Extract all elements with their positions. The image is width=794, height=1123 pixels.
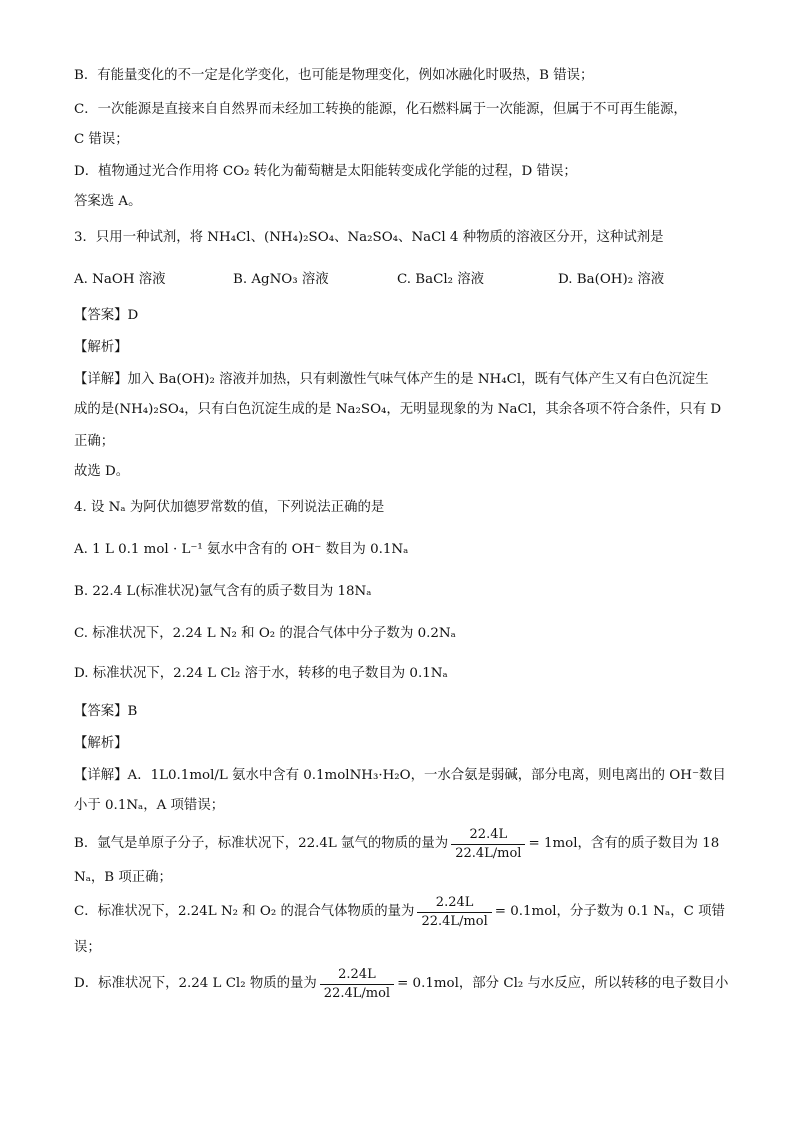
- fraction-denominator: 22.4L/mol: [451, 844, 525, 862]
- q4-analysis-title: 【解析】: [74, 736, 128, 751]
- q3-stem: 3．只用一种试剂，将 NH₄Cl、(NH₄)₂SO₄、Na₂SO₄、NaCl 4 种物质的溶液区分开，这种试剂是: [74, 230, 664, 245]
- q4-option-b: B. 22.4 L(标准状况)氩气含有的质子数目为 18Nₐ: [74, 584, 372, 599]
- q4-detail-b-line2: Nₐ，B 项正确；: [74, 870, 172, 885]
- q4-detail-d-text: D．标准状况下，2.24 L Cl₂ 物质的量为: [74, 976, 317, 991]
- q4-detail-c-text: C．标准状况下，2.24L N₂ 和 O₂ 的混合气体物质的量为: [74, 904, 415, 919]
- fraction-numerator: 22.4L: [469, 826, 508, 842]
- q4-answer: 【答案】B: [74, 704, 138, 719]
- q2-option-d-explanation: D．植物通过光合作用将 CO₂ 转化为葡萄糖是太阳能转变成化学能的过程，D 错误；: [74, 164, 577, 179]
- q4-detail-c-line2: 误；: [74, 940, 101, 955]
- fraction-numerator: 2.24L: [338, 966, 376, 982]
- q3-conclusion: 故选 D。: [74, 464, 130, 479]
- q4-detail-c-line1: [74, 894, 725, 931]
- q2-option-c-explanation: C．一次能源是直接来自自然界而未经加工转换的能源，化石燃料属于一次能源，但属于不可再生能源，: [74, 102, 687, 117]
- q3-detail-line3: 正确；: [74, 434, 115, 449]
- q4-option-c: C. 标准状况下，2.24 L N₂ 和 O₂ 的混合气体中分子数为 0.2Nₐ: [74, 626, 456, 641]
- q4-detail-c-fraction: [417, 895, 491, 930]
- fraction-numerator: 2.24L: [435, 894, 474, 910]
- q2-option-c-explanation-cont: C 错误；: [74, 132, 129, 147]
- q3-option-c: C. BaCl₂ 溶液: [397, 272, 485, 287]
- q4-detail-c-result: = 0.1mol，分子数为 0.1 Nₐ，C 项错: [494, 904, 725, 919]
- fraction-denominator: 22.4L/mol: [417, 912, 491, 930]
- q3-option-a: A. NaOH 溶液: [74, 272, 166, 287]
- q3-analysis-title: 【解析】: [74, 340, 128, 355]
- q4-detail-d-result: = 0.1mol，部分 Cl₂ 与水反应，所以转移的电子数目小: [397, 976, 729, 991]
- fraction-denominator: 22.4L/mol: [320, 984, 394, 1002]
- q4-detail-b-line1: [74, 826, 719, 863]
- q2-option-b-explanation: B．有能量变化的不一定是化学变化，也可能是物理变化，例如冰融化时吸热，B 错误；: [74, 68, 594, 83]
- q4-detail-a-line2: 小于 0.1Nₐ，A 项错误；: [74, 798, 225, 813]
- q4-detail-b-result: = 1mol，含有的质子数目为 18: [528, 836, 720, 851]
- q3-detail-line2: 成的是(NH₄)₂SO₄，只有白色沉淀生成的是 Na₂SO₄，无明显现象的为 NaCl，其余各项不符合条件，只有 D: [74, 402, 722, 417]
- q3-option-b: B. AgNO₃ 溶液: [233, 272, 329, 287]
- q4-detail-d-line1: [74, 966, 728, 1003]
- q4-option-d: D. 标准状况下，2.24 L Cl₂ 溶于水，转移的电子数目为 0.1Nₐ: [74, 666, 448, 681]
- q4-option-a: A. 1 L 0.1 mol · L⁻¹ 氨水中含有的 OH⁻ 数目为 0.1Nₐ: [74, 542, 409, 557]
- q3-detail-line1: 【详解】加入 Ba(OH)₂ 溶液并加热，只有刺激性气味气体产生的是 NH₄Cl，既有气体产生又有白色沉淀生: [74, 372, 709, 387]
- q2-answer: 答案选 A。: [74, 194, 142, 209]
- q3-answer: 【答案】D: [74, 308, 139, 323]
- q4-stem: 4. 设 Nₐ 为阿伏加德罗常数的值，下列说法正确的是: [74, 500, 385, 515]
- q4-detail-b-fraction: [451, 827, 525, 862]
- q4-detail-d-fraction: [320, 967, 394, 1002]
- q4-detail-b-text: B．氩气是单原子分子，标准状况下，22.4L 氩气的物质的量为: [74, 836, 449, 851]
- q3-option-d: D. Ba(OH)₂ 溶液: [558, 272, 665, 287]
- q4-detail-a-line1: 【详解】A．1L0.1mol/L 氨水中含有 0.1molNH₃·H₂O，一水合氨是弱碱，部分电离，则电离出的 OH⁻数目: [74, 768, 726, 783]
